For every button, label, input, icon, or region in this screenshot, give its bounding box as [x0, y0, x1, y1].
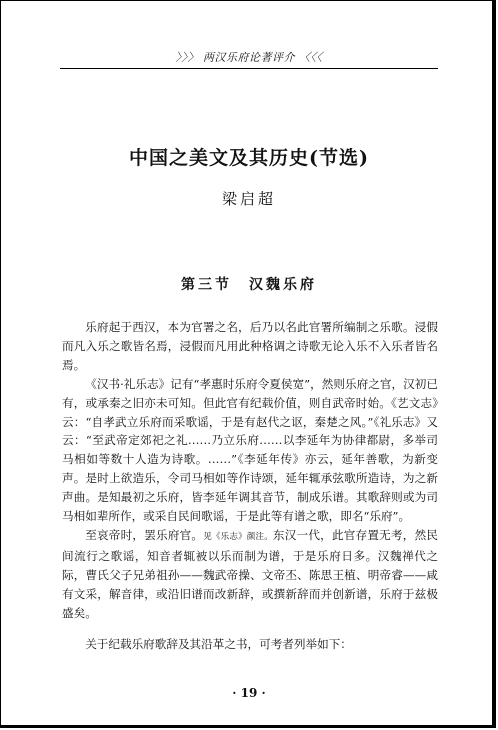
header-rule [60, 68, 438, 69]
section-title: 第三节 汉魏乐府 [181, 277, 317, 293]
body-text [62, 318, 438, 653]
running-head: 〉〉〉 两汉乐府论著评介 〈〈〈 [175, 51, 323, 64]
article-title: 中国之美文及其历史(节选) [129, 147, 369, 169]
paragraph-1: 乐府起于西汉，本为官署之名，后乃以名此官署所编制之乐歌。浸假而凡入乐之歌皆名焉，浸假而凡用此种格调之诗歌无论入乐不入乐者皆名焉。 [62, 320, 438, 372]
paragraph-3-text-b: 东汉一代，此官存置无考，然民间流行之歌谣，知音者辄被以乐而制为谱，于是乐府日多。汉魏禅代之际，曹氏父子兄弟祖孙——魏武帝操、文帝丕、陈思王植、明帝睿——咸有文采，解音律，或沿旧谱而改新辞，或撰新辞而并创新谱，乐府于兹极盛矣。 [62, 527, 438, 620]
page-number: · 19 · [232, 686, 266, 700]
paragraph-4: 关于纪载乐府歌辞及其沿革之书，可考者列举如下： [85, 636, 352, 651]
paragraph-3-text-a: 至哀帝时，罢乐府官。 [85, 527, 204, 542]
paragraph-3-note: 见《乐志》颜注。 [203, 531, 273, 542]
paragraph-3 [62, 526, 438, 623]
author-name: 梁启超 [221, 190, 276, 208]
paragraph-2: 《汉书·礼乐志》记有“孝惠时乐府令夏侯宽”，然则乐府之官，汉初已有，或承秦之旧亦未可知。但此官有纪载价值，则自武帝时始。《艺文志》云：“自孝武立乐府而采歌谣，于是有赵代之讴，秦楚之风。”《礼乐志》又云：“至武帝定郊祀之礼……乃立乐府……以李延年为协律都尉，多举司马相如等数十人造为诗歌。……”《李延年传》亦云，延年善歌，为新变声。是时上欲造乐，令司马相如等作诗颂，延年辄承弦歌所造诗，为之新声曲。是知最初之乐府，皆李延年调其音节，制成乐谱。其歌辞则或为司马相如辈所作，或采自民间歌谣，于是此等有谱之歌，即名“乐府”。 [62, 376, 438, 524]
